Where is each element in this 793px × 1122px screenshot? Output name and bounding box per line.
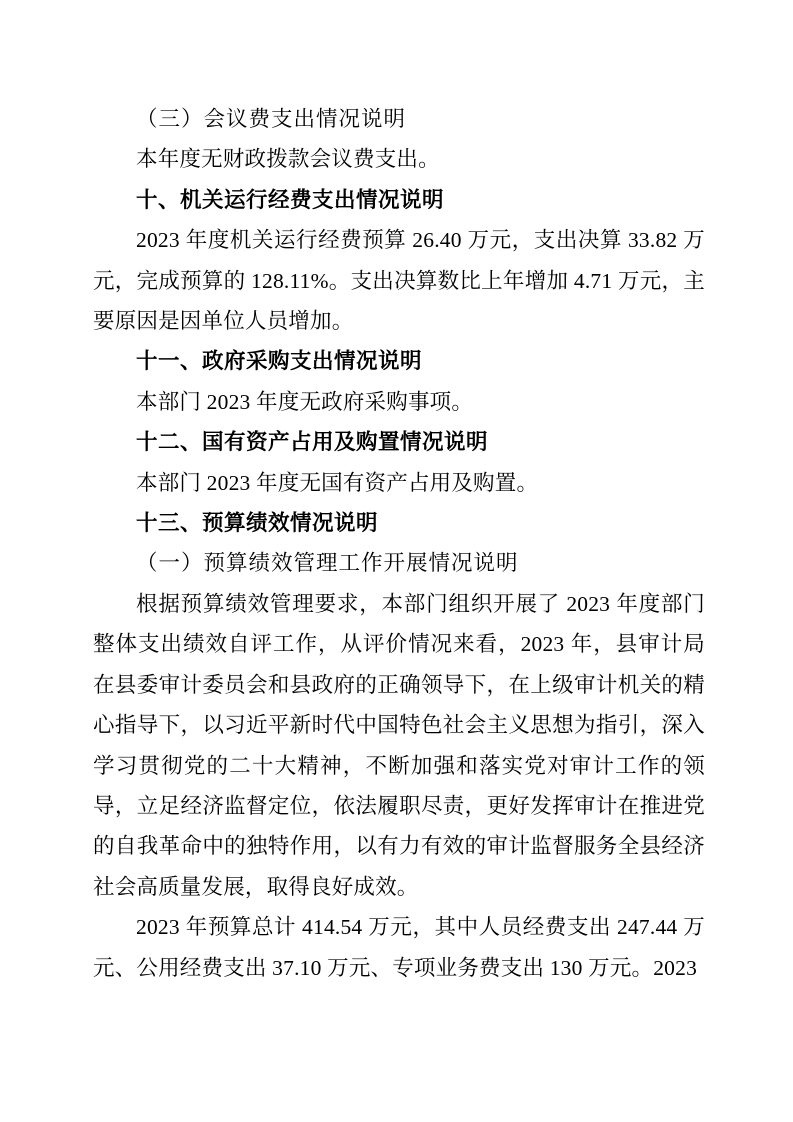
para-performance-self-evaluation: 根据预算绩效管理要求，本部门组织开展了 2023 年度部门整体支出绩效自评工作，从评价情况来看，2023 年，县审计局在县委审计委员会和县政府的正确领导下，在上级审计机关的精心指导下，以习近平新时代中国特色社会主义思想为指引，深入学习贯彻党的二十大精神，不断加强和落实党对审计工作的领导，立足经济监督定位，依法履职尽责，更好发挥审计在推进党的自我革命中的独特作用，以有力有效的审计监督服务全县经济社会高质量发展，取得良好成效。 bbox=[93, 591, 705, 899]
section-heading-13-budget-performance: 十三、预算绩效情况说明 bbox=[136, 511, 379, 536]
para-operating-expenses-detail: 2023 年度机关运行经费预算 26.40 万元，支出决算 33.82 万元，完成预算的 128.11%。支出决算数比上年增加 4.71 万元，主要原因是因单位人员增加。 bbox=[93, 228, 705, 334]
para-no-state-assets: 本部门 2023 年度无国有资产占用及购置。 bbox=[136, 470, 539, 495]
subsection-heading-meeting-fee: （三）会议费支出情况说明 bbox=[136, 107, 407, 131]
para-budget-totals: 2023 年预算总计 414.54 万元，其中人员经费支出 247.44 万元、公用经费支出 37.10 万元、专项业务费支出 130 万元。2023 bbox=[93, 915, 705, 980]
para-no-procurement: 本部门 2023 年度无政府采购事项。 bbox=[136, 389, 474, 414]
section-heading-11-government-procurement: 十一、政府采购支出情况说明 bbox=[136, 349, 423, 374]
subsection-heading-performance-management: （一）预算绩效管理工作开展情况说明 bbox=[136, 551, 519, 576]
section-heading-12-state-assets: 十二、国有资产占用及购置情况说明 bbox=[136, 430, 489, 455]
document-content bbox=[93, 99, 705, 988]
para-no-meeting-fee-expense: 本年度无财政拨款会议费支出。 bbox=[136, 147, 440, 172]
section-heading-10-operating-expenses: 十、机关运行经费支出情况说明 bbox=[136, 187, 445, 212]
